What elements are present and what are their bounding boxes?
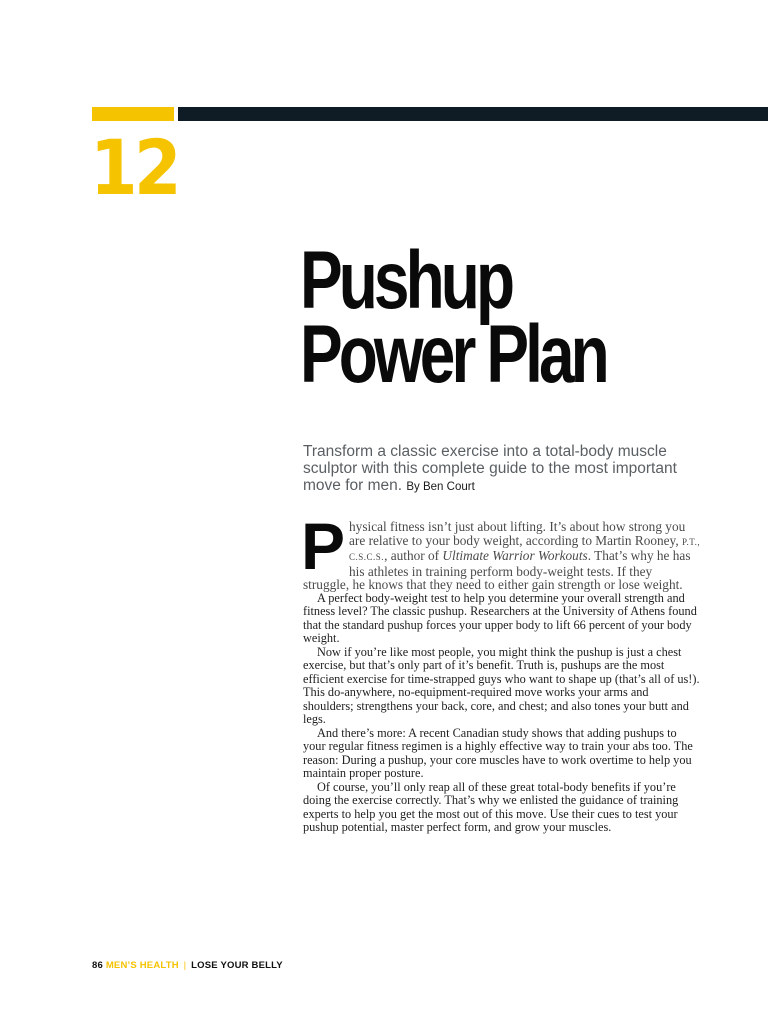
body-paragraph: A perfect body-weight test to help you determine your overall strength and fitness level? The classic pushup. Researchers at the University of Athens found that the standard pushup forces your upper body to lift 66 percent of your body weight.: [303, 590, 697, 646]
body-paragraph: Of course, you’ll only reap all of these great total-body benefits if you’re doing the exercise correctly. That’s why we enlisted the guidance of training experts to help you get the most out of this move. Use their cues to test your pushup potential, master perfect form, and grow your muscles.: [303, 779, 679, 835]
footer-separator: |: [183, 960, 187, 971]
chapter-number: 12: [90, 123, 178, 212]
article-deck: [303, 443, 713, 496]
lead-text-1: hysical fitness isn’t just about lifting. It’s about how strong you are relative to your body weight, according to Martin Rooney,: [349, 519, 686, 548]
section-name: LOSE YOUR BELLY: [191, 960, 283, 971]
chapter-accent-rule: [92, 107, 174, 121]
deck-text: Transform a classic exercise into a total-body muscle sculptor with this complete guide to the most important move for men.: [303, 443, 677, 494]
article-body: [301, 509, 701, 835]
lead-text-2: , author of: [384, 548, 443, 564]
article-title-line-2: Power Plan: [300, 309, 606, 400]
page-footer: [92, 960, 283, 971]
article-title: [300, 235, 606, 400]
header-rule: [178, 107, 768, 121]
page-number: 86: [92, 960, 103, 971]
lead-text-3: . That’s why he has his athletes in training perform body-weight tests. If they struggle, he knows that they need to either gain strength or lose weight.: [303, 548, 691, 593]
body-paragraph: Now if you’re like most people, you might think the pushup is just a chest exercise, but that’s only part of it’s benefit. Truth is, pushups are the most efficient exercise for time-strapped guys who want to shape up (that’s all of us!). This do-anywhere, no-equipment-required move works your arms and shoulders; strengthens your back, core, and chest; and also tones your butt and legs.: [303, 644, 700, 727]
article-title-line-1: Pushup: [300, 235, 512, 326]
byline: By Ben Court: [406, 481, 475, 493]
lead-paragraph: [301, 509, 701, 593]
book-title: Ultimate Warrior Workouts: [442, 548, 588, 564]
drop-cap: P: [301, 509, 346, 583]
author-credentials: P.T., C.S.C.S.: [349, 536, 701, 563]
body-paragraph: And there’s more: A recent Canadian study shows that adding pushups to your regular fitness regimen is a highly effective way to train your abs too. The reason: During a pushup, your core muscles have to work overtime to help you maintain proper posture.: [303, 725, 693, 781]
magazine-name: MEN’S HEALTH: [105, 960, 179, 971]
